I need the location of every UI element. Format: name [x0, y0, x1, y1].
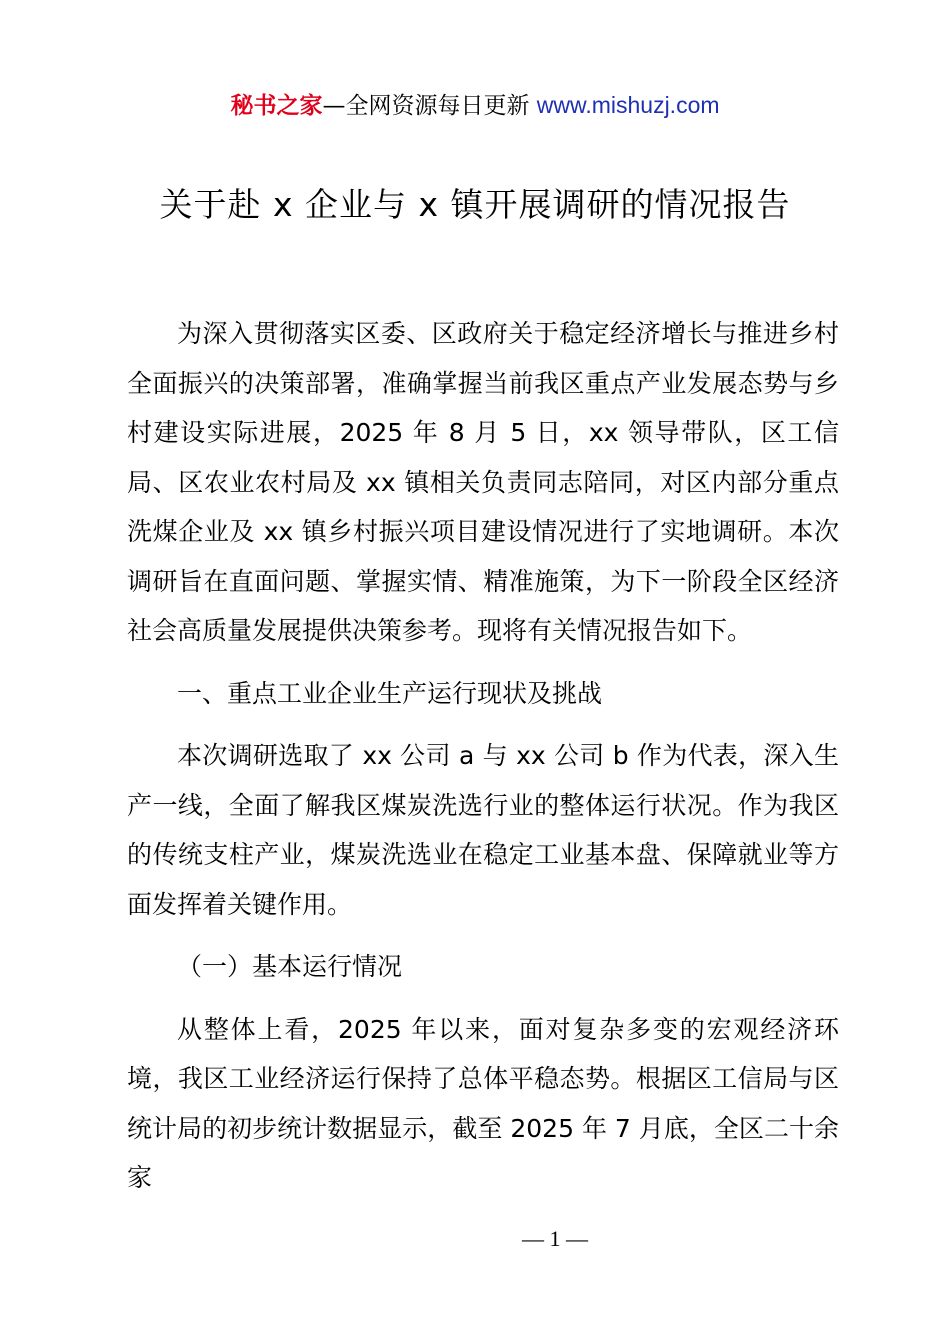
site-url-link[interactable]: www.mishuzj.com [536, 92, 720, 118]
section-heading-1: 一、重点工业企业生产运行现状及挑战 [177, 678, 603, 708]
page-number: — 1 — [522, 1226, 588, 1251]
intro-paragraph: 为深入贯彻落实区委、区政府关于稳定经济增长与推进乡村全面振兴的决策部署，准确掌握当前我区重点产业发展态势与乡村建设实际进展，2025 年 8 月 5 日，xx 领导带队，区工信局、区农业农村局及 xx 镇相关负责同志陪同，对区内部分重点洗煤企业及 xx 镇乡村振兴项目建设情况进行了实地调研。本次调研旨在直面问题、掌握实情、精准施策，为下一阶段全区经济社会高质量发展提供决策参考。现将有关情况报告如下。 [127, 319, 839, 645]
brand-name: 秘书之家 [230, 93, 323, 119]
document-body [127, 309, 839, 1203]
document-title: 关于赴 x 企业与 x 镇开展调研的情况报告 [159, 185, 791, 224]
subsection-heading-1: （一）基本运行情况 [177, 952, 403, 981]
site-header [0, 88, 950, 123]
subsection-1-paragraph: 从整体上看，2025 年以来，面对复杂多变的宏观经济环境，我区工业经济运行保持了总体平稳态势。根据区工信局与区统计局的初步统计数据显示，截至 2025 年 7 月底，全区二十余家 [127, 1014, 839, 1192]
header-tagline: —全网资源每日更新 [322, 93, 537, 119]
section-1-paragraph: 本次调研选取了 xx 公司 a 与 xx 公司 b 作为代表，深入生产一线，全面了解我区煤炭洗选行业的整体运行状况。作为我区的传统支柱产业，煤炭洗选业在稳定工业基本盘、保障就业等方面发挥着关键作用。 [127, 741, 839, 919]
